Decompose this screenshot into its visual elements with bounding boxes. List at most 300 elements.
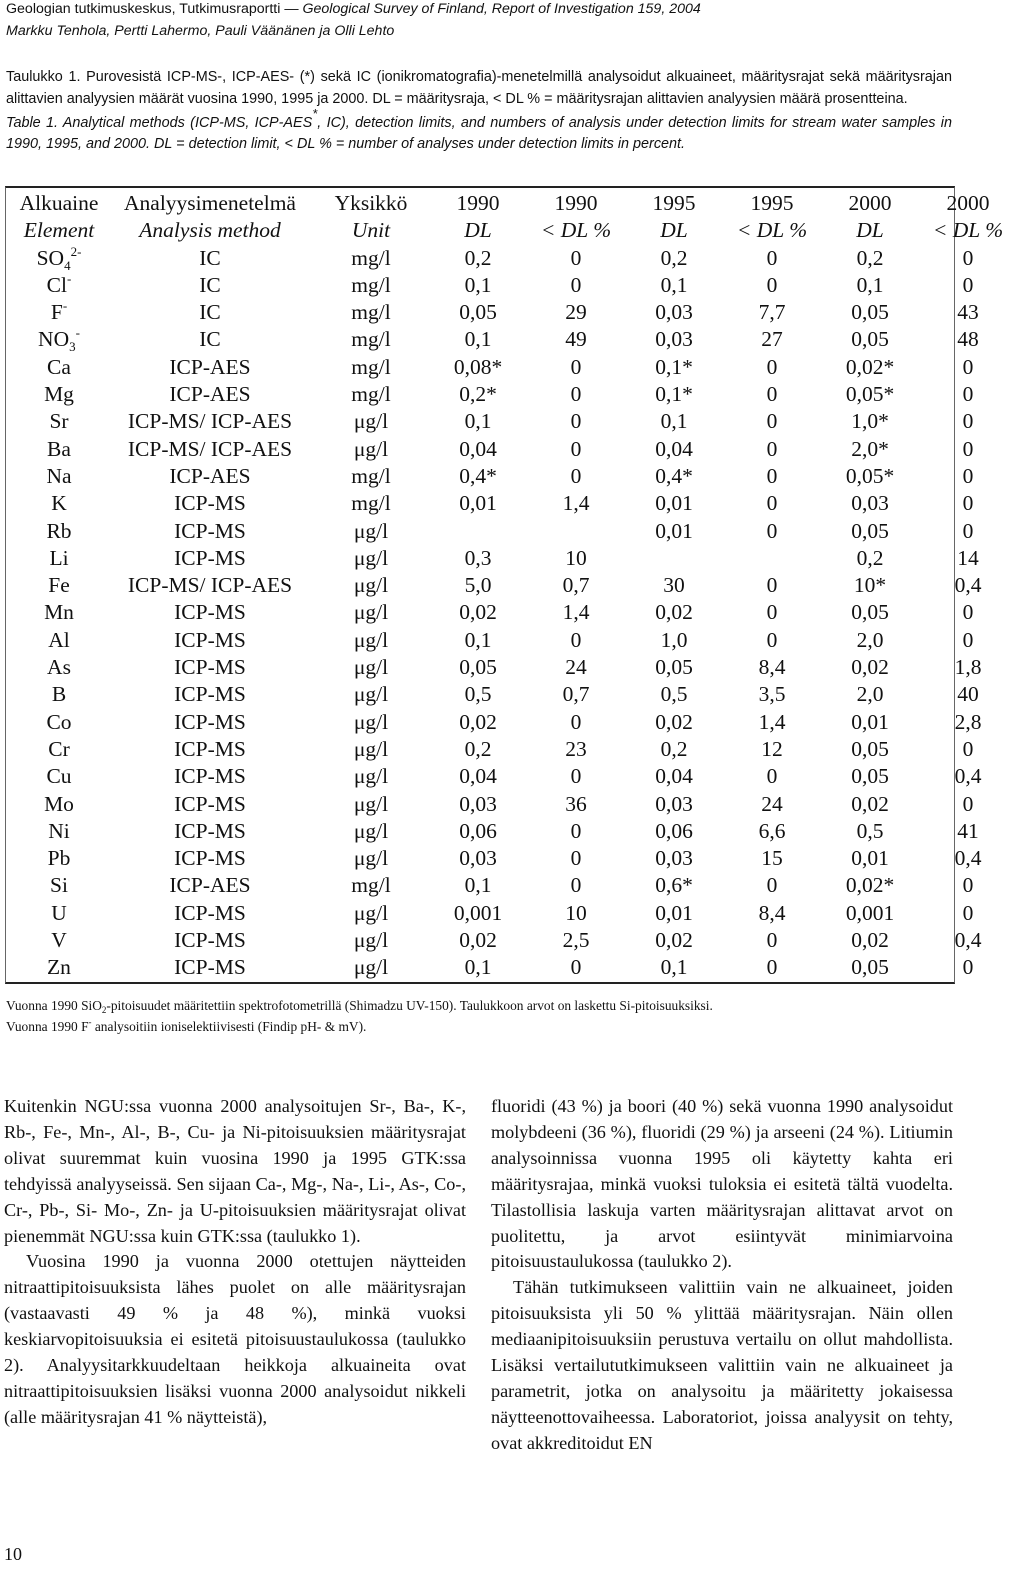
unit-cell: mg/l: [351, 491, 391, 516]
below-dl-percent-cell: 0: [766, 245, 778, 270]
table-row: [6, 845, 1022, 872]
dl-value-cell: 0,01: [851, 846, 889, 871]
dl-value-cell: 0,08*: [453, 354, 503, 379]
element-cell: Cr: [48, 736, 70, 761]
column-header: 1995: [750, 191, 794, 215]
method-cell: ICP-AES: [169, 463, 251, 488]
dl-value-cell: 2,0: [856, 627, 884, 652]
below-dl-percent-cell: 0: [766, 764, 778, 789]
element-cell: Mo: [44, 791, 74, 816]
dl-value-cell: 2,0*: [851, 436, 889, 461]
method-cell: ICP-MS: [174, 818, 246, 843]
element-cell: Na: [46, 463, 72, 488]
footnote-f: Vuonna 1990 F- analysoitiin ioniselektiivisesti (Findip pH- & mV).: [6, 1017, 367, 1034]
below-dl-percent-cell: 24: [761, 791, 783, 816]
dl-value-cell: 0,05: [851, 600, 889, 625]
dl-value-cell: 0,5: [660, 682, 688, 707]
below-dl-percent-cell: 0: [962, 955, 974, 980]
below-dl-percent-cell: 0,4: [954, 573, 982, 598]
dl-value-cell: 0,04: [459, 764, 497, 789]
dl-value-cell: 0,5: [464, 682, 492, 707]
below-dl-percent-cell: 0: [962, 245, 974, 270]
column-header: DL: [464, 218, 492, 243]
element-cell: U: [51, 900, 67, 925]
below-dl-percent-cell: 0: [962, 736, 974, 761]
below-dl-percent-cell: 15: [761, 846, 783, 871]
dl-value-cell: 0,05: [851, 300, 889, 325]
element-cell: Ba: [47, 436, 71, 461]
below-dl-percent-cell: 0: [570, 764, 582, 789]
unit-cell: μg/l: [353, 627, 389, 652]
element-cell: B: [51, 682, 67, 707]
unit-cell: mg/l: [351, 463, 391, 488]
below-dl-percent-cell: 3,5: [758, 682, 786, 707]
method-cell: ICP-MS: [174, 709, 246, 734]
dl-value-cell: 0,02: [851, 928, 889, 953]
method-cell: ICP-MS: [174, 955, 246, 980]
below-dl-percent-cell: 0: [766, 518, 778, 543]
below-dl-percent-cell: 41: [957, 818, 979, 843]
method-cell: ICP-MS: [174, 791, 246, 816]
below-dl-percent-cell: 7,7: [758, 300, 786, 325]
dl-value-cell: 0,1: [464, 955, 492, 980]
header-authors: Markku Tenhola, Pertti Lahermo, Pauli Väänänen ja Olli Lehto: [6, 23, 395, 39]
dl-value-cell: 0,03: [851, 491, 889, 516]
dl-value-cell: 0,2: [660, 245, 688, 270]
column-header: Yksikkö: [334, 191, 408, 215]
unit-cell: μg/l: [353, 955, 389, 980]
element-cell: Pb: [47, 846, 71, 871]
below-dl-percent-cell: 0: [766, 491, 778, 516]
column-header: < DL %: [736, 218, 808, 243]
unit-cell: mg/l: [351, 327, 391, 352]
table-row: [6, 627, 1022, 654]
table-header-finnish: [6, 188, 1022, 217]
below-dl-percent-cell: 24: [565, 655, 587, 680]
below-dl-percent-cell: 0: [766, 873, 778, 898]
below-dl-percent-cell: 1,4: [758, 709, 786, 734]
method-cell: IC: [199, 300, 221, 325]
below-dl-percent-cell: [522, 518, 630, 545]
element-cell: K: [51, 491, 67, 516]
method-cell: IC: [199, 272, 221, 297]
below-dl-percent-cell: 0: [570, 463, 582, 488]
dl-value-cell: 0,03: [655, 327, 693, 352]
unit-cell: mg/l: [351, 382, 391, 407]
dl-value-cell: 0,06: [655, 818, 693, 843]
dl-value-cell: 0,2: [660, 736, 688, 761]
below-dl-percent-cell: 0: [766, 409, 778, 434]
dl-value-cell: 0,05: [459, 300, 497, 325]
below-dl-percent-cell: 10: [565, 900, 587, 925]
table-row: [6, 518, 1022, 545]
below-dl-percent-cell: 0: [962, 463, 974, 488]
below-dl-percent-cell: 0: [962, 600, 974, 625]
element-cell: $NO_3^-$: [38, 325, 80, 355]
table-header-english: [6, 217, 1022, 244]
dl-value-cell: 0,02*: [845, 873, 895, 898]
unit-cell: μg/l: [353, 928, 389, 953]
dl-value-cell: 0,6*: [655, 873, 693, 898]
below-dl-percent-cell: 0: [962, 791, 974, 816]
below-dl-percent-cell: 0: [570, 846, 582, 871]
dl-value-cell: 0,03: [655, 846, 693, 871]
below-dl-percent-cell: 10: [565, 545, 587, 570]
below-dl-percent-cell: 0: [962, 873, 974, 898]
below-dl-percent-cell: 0: [962, 627, 974, 652]
dl-value-cell: 0,06: [459, 818, 497, 843]
header-line-1: Geologian tutkimuskeskus, Tutkimusraportti — Geological Survey of Finland, Report of Investigation 159, 2004: [6, 1, 701, 17]
below-dl-percent-cell: 36: [565, 791, 587, 816]
column-header: < DL %: [540, 218, 612, 243]
unit-cell: μg/l: [353, 436, 389, 461]
dl-value-cell: 0,03: [459, 791, 497, 816]
table-row: [6, 299, 1022, 326]
below-dl-percent-cell: 1,4: [562, 600, 590, 625]
table-row: [6, 654, 1022, 681]
unit-cell: μg/l: [353, 791, 389, 816]
unit-cell: μg/l: [353, 600, 389, 625]
below-dl-percent-cell: [718, 545, 826, 572]
table-row: [6, 599, 1022, 626]
dl-value-cell: 0,1*: [655, 354, 693, 379]
below-dl-percent-cell: 48: [957, 327, 979, 352]
element-cell: $SO_4^{2-}$: [36, 243, 82, 273]
method-cell: ICP-AES: [169, 382, 251, 407]
unit-cell: μg/l: [353, 682, 389, 707]
below-dl-percent-cell: 0: [570, 627, 582, 652]
below-dl-percent-cell: 29: [565, 300, 587, 325]
dl-value-cell: 0,02: [459, 600, 497, 625]
paragraph: fluoridi (43 %) ja boori (40 %) sekä vuonna 1990 analysoidut molybdeeni (36 %), fluoridi (29 %) ja arseeni (24 %). Litiumin analysoinnissa vuonna 1995 oli käytetty kahta eri määritysrajaa, minkä vuoksi tuloksia ei esitetä tältä vuodelta. Tilastollisia laskuja varten määritysrajan alittavat arvot on puolitettu, ja arvot esiintyvät minimiarvoina pitoisuustaulukossa (taulukko 2).: [491, 1096, 953, 1272]
method-cell: ICP-MS: [174, 655, 246, 680]
method-cell: ICP-MS: [174, 627, 246, 652]
dl-value-cell: 0,2: [856, 545, 884, 570]
below-dl-percent-cell: 0: [570, 382, 582, 407]
table-row: [6, 545, 1022, 572]
unit-cell: μg/l: [353, 573, 389, 598]
dl-value-cell: 30: [663, 573, 685, 598]
below-dl-percent-cell: 0: [570, 436, 582, 461]
dl-value-cell: 0,04: [655, 436, 693, 461]
table-row: [6, 954, 1022, 981]
unit-cell: mg/l: [351, 873, 391, 898]
below-dl-percent-cell: 0: [766, 600, 778, 625]
element-cell: Al: [48, 627, 70, 652]
below-dl-percent-cell: 0,4: [954, 846, 982, 871]
below-dl-percent-cell: 40: [957, 682, 979, 707]
dl-value-cell: 0,1: [464, 873, 492, 898]
method-cell: ICP-MS: [174, 545, 246, 570]
table-body: [6, 245, 1022, 982]
element-cell: Rb: [46, 518, 72, 543]
method-cell: ICP-MS/ ICP-AES: [127, 436, 293, 461]
below-dl-percent-cell: 0: [962, 382, 974, 407]
below-dl-percent-cell: 0: [766, 436, 778, 461]
table-caption: [6, 67, 952, 156]
dl-value-cell: 0,1*: [655, 382, 693, 407]
below-dl-percent-cell: 2,5: [562, 928, 590, 953]
dl-value-cell: 0,4*: [655, 463, 693, 488]
column-header: Analyysimenetelmä: [124, 191, 296, 215]
below-dl-percent-cell: 0: [766, 463, 778, 488]
below-dl-percent-cell: 27: [761, 327, 783, 352]
method-cell: IC: [199, 327, 221, 352]
column-header: Analysis method: [139, 218, 281, 243]
method-cell: ICP-MS: [174, 491, 246, 516]
unit-cell: μg/l: [353, 764, 389, 789]
unit-cell: μg/l: [353, 736, 389, 761]
table-row: [6, 927, 1022, 954]
dl-value-cell: 0,05: [851, 764, 889, 789]
below-dl-percent-cell: 49: [565, 327, 587, 352]
paragraph: Tähän tutkimukseen valittiin vain ne alkuaineet, joiden pitoisuuksista yli 50 % ylittää määritysrajan. Näin ollen mediaanipitoisuuksiin perustuva vertailu on ollut mahdollista. Lisäksi vertailututkimukseen valittiin vain ne alkuaineet ja parametrit, jotka on analysoitu ja määritetty jokaisessa näytteenottovaiheessa. Laboratoriot, joissa analyysit on tehty, ovat akkreditoidut EN: [491, 1277, 953, 1453]
body-column-left: [4, 1094, 466, 1431]
table-row: [6, 709, 1022, 736]
unit-cell: μg/l: [353, 846, 389, 871]
element-cell: As: [47, 655, 71, 680]
column-header: 1990: [456, 191, 500, 215]
column-header: Element: [23, 218, 95, 243]
dl-value-cell: 0,2: [464, 736, 492, 761]
column-header: Unit: [351, 218, 391, 243]
unit-cell: μg/l: [353, 900, 389, 925]
dl-value-cell: 0,05: [459, 655, 497, 680]
dl-value-cell: 2,0: [856, 682, 884, 707]
method-cell: ICP-MS: [174, 518, 246, 543]
dl-value-cell: 0,01: [655, 518, 693, 543]
unit-cell: mg/l: [351, 300, 391, 325]
dl-value-cell: 0,05: [655, 655, 693, 680]
table-row: [6, 763, 1022, 790]
dl-value-cell: 0,02: [655, 928, 693, 953]
below-dl-percent-cell: 0: [766, 928, 778, 953]
dl-value-cell: 0,03: [459, 846, 497, 871]
dl-value-cell: 0,05: [851, 327, 889, 352]
column-header: DL: [660, 218, 688, 243]
below-dl-percent-cell: 0: [570, 272, 582, 297]
dl-value-cell: 1,0*: [851, 409, 889, 434]
table-row: [6, 872, 1022, 899]
column-header: Alkuaine: [19, 191, 99, 215]
dl-value-cell: [630, 545, 718, 572]
dl-value-cell: 0,01: [459, 491, 497, 516]
method-cell: ICP-MS: [174, 764, 246, 789]
table-row: [6, 572, 1022, 599]
below-dl-percent-cell: 0: [766, 627, 778, 652]
table-row: [6, 245, 1022, 272]
dl-value-cell: 0,3: [464, 545, 492, 570]
method-cell: ICP-MS: [174, 736, 246, 761]
dl-value-cell: 0,05*: [845, 463, 895, 488]
table-row: [6, 490, 1022, 517]
footnote-si: Vuonna 1990 SiO$_2$-pitoisuudet määritettiin spektrofotometrillä (Shimadzu UV-150). Taulukkoon arvot on laskettu Si-pitoisuuksiksi.: [6, 998, 713, 1015]
dl-value-cell: 0,01: [851, 709, 889, 734]
element-cell: F-: [50, 298, 68, 325]
element-cell: Co: [46, 709, 72, 734]
element-cell: Li: [49, 545, 69, 570]
unit-cell: μg/l: [353, 545, 389, 570]
dl-value-cell: 1,0: [660, 627, 688, 652]
caption-english: Table 1. Analytical methods (ICP-MS, ICP-AES*, IC), detection limits, and numbers of analysis under detection limits for stream water samples in 1990, 1995, and 2000. DL = detection limit, < DL % = number of analyses under detection limits in percent.: [6, 105, 952, 153]
dl-value-cell: 0,04: [655, 764, 693, 789]
table-row: [6, 408, 1022, 435]
below-dl-percent-cell: 8,4: [758, 900, 786, 925]
method-cell: ICP-MS/ ICP-AES: [127, 573, 293, 598]
dl-value-cell: 0,2: [856, 245, 884, 270]
unit-cell: μg/l: [353, 655, 389, 680]
dl-value-cell: 0,1: [464, 327, 492, 352]
below-dl-percent-cell: 0: [570, 354, 582, 379]
dl-value-cell: 0,01: [655, 900, 693, 925]
below-dl-percent-cell: 0: [962, 409, 974, 434]
unit-cell: mg/l: [351, 245, 391, 270]
below-dl-percent-cell: 8,4: [758, 655, 786, 680]
below-dl-percent-cell: 0,7: [562, 573, 590, 598]
dl-value-cell: 0,2*: [459, 382, 497, 407]
table-row: [6, 436, 1022, 463]
dl-value-cell: 0,1: [464, 627, 492, 652]
below-dl-percent-cell: 0: [962, 354, 974, 379]
table-row: [6, 681, 1022, 708]
dl-value-cell: 0,02: [655, 600, 693, 625]
below-dl-percent-cell: 0: [570, 873, 582, 898]
table-row: [6, 818, 1022, 845]
column-header: 2000: [946, 191, 990, 215]
below-dl-percent-cell: 0: [766, 272, 778, 297]
dl-value-cell: 0,1: [464, 409, 492, 434]
dl-value-cell: 0,05: [851, 736, 889, 761]
element-cell: Si: [50, 873, 68, 898]
dl-value-cell: 0,001: [845, 900, 895, 925]
element-cell: Ca: [47, 354, 71, 379]
below-dl-percent-cell: 12: [761, 736, 783, 761]
dl-value-cell: 0,05: [851, 518, 889, 543]
dl-value-cell: 0,05*: [845, 382, 895, 407]
element-cell: Sr: [49, 409, 69, 434]
below-dl-percent-cell: 0: [962, 436, 974, 461]
dl-value-cell: 0,4*: [459, 463, 497, 488]
method-cell: ICP-MS: [174, 682, 246, 707]
below-dl-percent-cell: 2,8: [954, 709, 982, 734]
column-header: < DL %: [932, 218, 1004, 243]
table-row: [6, 354, 1022, 381]
analysis-table: [5, 186, 1004, 984]
below-dl-percent-cell: 0: [766, 382, 778, 407]
below-dl-percent-cell: 0: [962, 900, 974, 925]
below-dl-percent-cell: 0: [570, 955, 582, 980]
unit-cell: μg/l: [353, 709, 389, 734]
dl-value-cell: 0,1: [660, 409, 688, 434]
element-cell: Mg: [44, 382, 74, 407]
below-dl-percent-cell: 23: [565, 736, 587, 761]
page-number: 10: [4, 1544, 22, 1564]
unit-cell: μg/l: [353, 818, 389, 843]
method-cell: ICP-MS: [174, 928, 246, 953]
method-cell: IC: [199, 245, 221, 270]
dl-value-cell: [434, 518, 522, 545]
below-dl-percent-cell: 0: [766, 354, 778, 379]
dl-value-cell: 5,0: [464, 573, 492, 598]
body-column-right: [491, 1094, 953, 1457]
method-cell: ICP-MS: [174, 846, 246, 871]
table-row: [6, 381, 1022, 408]
table-row: [6, 900, 1022, 927]
below-dl-percent-cell: 0: [570, 709, 582, 734]
table-row: [6, 463, 1022, 490]
below-dl-percent-cell: 43: [957, 300, 979, 325]
element-cell: Cu: [46, 764, 72, 789]
element-cell: Zn: [47, 955, 71, 980]
element-cell: Ni: [48, 818, 70, 843]
below-dl-percent-cell: 0: [766, 573, 778, 598]
dl-value-cell: 0,1: [464, 272, 492, 297]
dl-value-cell: 0,2: [464, 245, 492, 270]
below-dl-percent-cell: 1,8: [954, 655, 982, 680]
below-dl-percent-cell: 6,6: [758, 818, 786, 843]
dl-value-cell: 10*: [853, 573, 887, 598]
dl-value-cell: 0,03: [655, 791, 693, 816]
table-row: [6, 326, 1022, 353]
table-row: [6, 791, 1022, 818]
dl-value-cell: 0,001: [453, 900, 503, 925]
dl-value-cell: 0,02: [851, 791, 889, 816]
method-cell: ICP-MS/ ICP-AES: [127, 409, 293, 434]
unit-cell: mg/l: [351, 272, 391, 297]
paragraph: Vuosina 1990 ja vuonna 2000 otettujen näytteiden nitraattipitoisuuksista lähes puolet on alle määritysrajan (vastaavasti 49 % ja 48 %), minkä vuoksi keskiarvopitoisuuksia ei esitetä pitoisuustaulukossa (taulukko 2). Analyysitarkkuudeltaan heikkoja alkuaineita ovat nitraattipitoisuuksien lisäksi vuonna 2000 analysoidut nikkeli (alle määritysrajan 41 % näytteistä),: [4, 1251, 466, 1427]
column-header: DL: [856, 218, 884, 243]
element-cell: Cl-: [46, 270, 72, 297]
below-dl-percent-cell: 14: [957, 545, 979, 570]
unit-cell: μg/l: [353, 518, 389, 543]
dl-value-cell: 0,02*: [845, 354, 895, 379]
dl-value-cell: 0,02: [459, 928, 497, 953]
dl-value-cell: 0,01: [655, 491, 693, 516]
dl-value-cell: 0,05: [851, 955, 889, 980]
below-dl-percent-cell: 0: [962, 491, 974, 516]
dl-value-cell: 0,1: [660, 272, 688, 297]
running-header: [6, 0, 946, 42]
column-header: 2000: [848, 191, 892, 215]
element-cell: V: [51, 928, 67, 953]
below-dl-percent-cell: 0: [962, 272, 974, 297]
paragraph: Kuitenkin NGU:ssa vuonna 2000 analysoitujen Sr-, Ba-, K-, Rb-, Fe-, Mn-, Al-, B-, Cu- ja Ni-pitoisuuksien määritysrajat olivat suuremmat kuin vuosina 1990 ja 1995 GTK:ssa tehdyissä analyyseissä. Sen sijaan Ca-, Mg-, Na-, Li-, As-, Co-, Cr-, Pb-, Si- Mo-, Zn- ja U-pitoisuuksien määritysrajat olivat pienemmät NGU:ssa kuin GTK:ssa (taulukko 1).: [4, 1096, 466, 1246]
table-footnotes: [6, 995, 956, 1037]
column-header: 1990: [554, 191, 598, 215]
method-cell: ICP-MS: [174, 900, 246, 925]
below-dl-percent-cell: 0: [766, 955, 778, 980]
below-dl-percent-cell: 0,7: [562, 682, 590, 707]
unit-cell: mg/l: [351, 354, 391, 379]
dl-value-cell: 0,03: [655, 300, 693, 325]
below-dl-percent-cell: 0,4: [954, 764, 982, 789]
table-row: [6, 736, 1022, 763]
table-row: [6, 272, 1022, 299]
dl-value-cell: 0,1: [856, 272, 884, 297]
dl-value-cell: 0,1: [660, 955, 688, 980]
below-dl-percent-cell: 0: [570, 818, 582, 843]
element-cell: Fe: [48, 573, 70, 598]
dl-value-cell: 0,02: [655, 709, 693, 734]
below-dl-percent-cell: 0: [570, 245, 582, 270]
method-cell: ICP-AES: [169, 873, 251, 898]
dl-value-cell: 0,02: [851, 655, 889, 680]
element-cell: Mn: [44, 600, 74, 625]
below-dl-percent-cell: 1,4: [562, 491, 590, 516]
dl-value-cell: 0,02: [459, 709, 497, 734]
method-cell: ICP-MS: [174, 600, 246, 625]
below-dl-percent-cell: 0,4: [954, 928, 982, 953]
